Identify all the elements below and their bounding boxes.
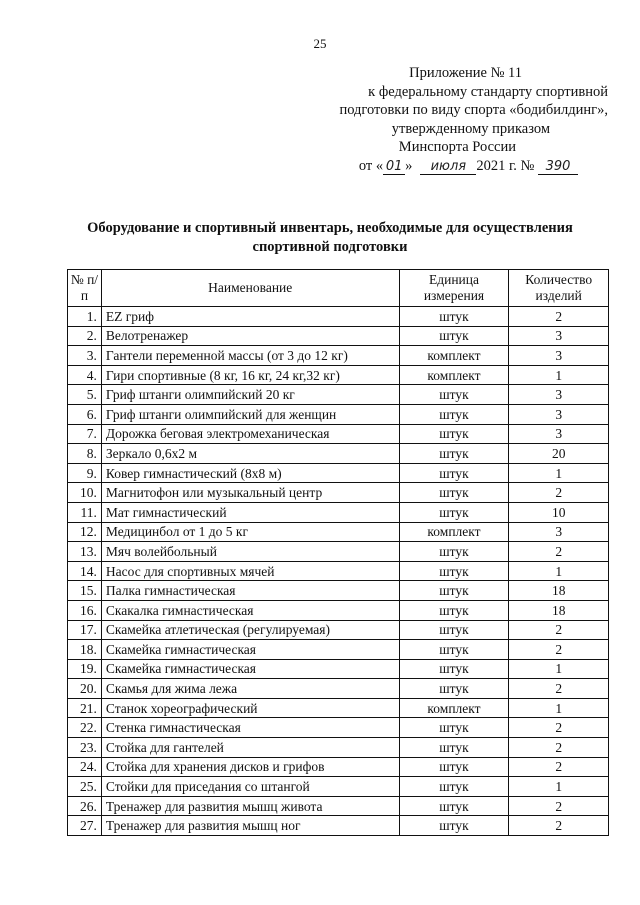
cell-name: Скамейка атлетическая (регулируемая) bbox=[101, 620, 399, 640]
cell-qty: 2 bbox=[509, 542, 609, 562]
cell-unit: штук bbox=[399, 796, 509, 816]
cell-unit: комплект bbox=[399, 522, 509, 542]
table-row bbox=[68, 718, 609, 738]
date-year: 2021 г. № bbox=[476, 157, 535, 174]
cell-name: Гриф штанги олимпийский 20 кг bbox=[101, 385, 399, 405]
cell-num: 22. bbox=[68, 718, 102, 738]
cell-num: 20. bbox=[68, 679, 102, 699]
cell-unit: штук bbox=[399, 483, 509, 503]
cell-unit: штук bbox=[399, 463, 509, 483]
cell-name: Велотренажер bbox=[101, 326, 399, 346]
handwritten-order-number: 390 bbox=[538, 160, 578, 175]
cell-qty: 18 bbox=[509, 600, 609, 620]
table-row bbox=[68, 698, 609, 718]
table-row bbox=[68, 620, 609, 640]
table-row bbox=[68, 326, 609, 346]
cell-num: 7. bbox=[68, 424, 102, 444]
cell-name: Палка гимнастическая bbox=[101, 581, 399, 601]
cell-qty: 2 bbox=[509, 796, 609, 816]
annex-line-3: подготовки по виду спорта «бодибилдинг», bbox=[339, 102, 608, 118]
cell-name: Скамья для жима лежа bbox=[101, 679, 399, 699]
cell-qty: 3 bbox=[509, 385, 609, 405]
cell-name: Гантели переменной массы (от 3 до 12 кг) bbox=[101, 346, 399, 366]
cell-name: Мяч волейбольный bbox=[101, 542, 399, 562]
cell-unit: штук bbox=[399, 738, 509, 758]
table-header-row bbox=[68, 270, 609, 307]
cell-unit: штук bbox=[399, 816, 509, 836]
cell-unit: штук bbox=[399, 444, 509, 464]
cell-unit: штук bbox=[399, 600, 509, 620]
cell-num: 13. bbox=[68, 542, 102, 562]
table-row bbox=[68, 444, 609, 464]
cell-qty: 2 bbox=[509, 718, 609, 738]
table-row bbox=[68, 679, 609, 699]
cell-name: Стойка для хранения дисков и грифов bbox=[101, 757, 399, 777]
header-unit: Единица измерения bbox=[399, 270, 509, 307]
cell-qty: 20 bbox=[509, 444, 609, 464]
cell-name: Стойка для гантелей bbox=[101, 738, 399, 758]
table-row bbox=[68, 640, 609, 660]
annex-title: Приложение № 11 bbox=[409, 65, 522, 81]
table-row bbox=[68, 542, 609, 562]
cell-unit: комплект bbox=[399, 346, 509, 366]
date-prefix: от « bbox=[358, 157, 384, 174]
table-row bbox=[68, 346, 609, 366]
cell-unit: штук bbox=[399, 385, 509, 405]
cell-name: Дорожка беговая электромеханическая bbox=[101, 424, 399, 444]
cell-qty: 3 bbox=[509, 346, 609, 366]
table-row bbox=[68, 424, 609, 444]
cell-unit: комплект bbox=[399, 698, 509, 718]
cell-qty: 2 bbox=[509, 640, 609, 660]
cell-unit: штук bbox=[399, 542, 509, 562]
cell-unit: штук bbox=[399, 757, 509, 777]
cell-num: 2. bbox=[68, 326, 102, 346]
header-num: № п/п bbox=[68, 270, 102, 307]
handwritten-month: июля bbox=[420, 160, 476, 175]
cell-num: 11. bbox=[68, 502, 102, 522]
cell-name: Насос для спортивных мячей bbox=[101, 561, 399, 581]
cell-qty: 3 bbox=[509, 522, 609, 542]
cell-num: 5. bbox=[68, 385, 102, 405]
cell-num: 24. bbox=[68, 757, 102, 777]
cell-qty: 2 bbox=[509, 757, 609, 777]
cell-unit: штук bbox=[399, 679, 509, 699]
table-row bbox=[68, 757, 609, 777]
table-row bbox=[68, 816, 609, 836]
annex-date-line bbox=[308, 157, 608, 176]
document-title: Оборудование и спортивный инвентарь, необходимые для осуществления спортивной подготовки bbox=[87, 220, 573, 255]
cell-qty: 2 bbox=[509, 738, 609, 758]
handwritten-day: 01 bbox=[383, 160, 405, 175]
table-row bbox=[68, 385, 609, 405]
table-row bbox=[68, 600, 609, 620]
table-row bbox=[68, 483, 609, 503]
cell-qty: 2 bbox=[509, 679, 609, 699]
cell-qty: 2 bbox=[509, 483, 609, 503]
cell-qty: 1 bbox=[509, 463, 609, 483]
cell-name: Мат гимнастический bbox=[101, 502, 399, 522]
table-row bbox=[68, 659, 609, 679]
cell-num: 17. bbox=[68, 620, 102, 640]
cell-name: Стенка гимнастическая bbox=[101, 718, 399, 738]
cell-name: Скамейка гимнастическая bbox=[101, 640, 399, 660]
cell-unit: штук bbox=[399, 404, 509, 424]
cell-num: 25. bbox=[68, 777, 102, 797]
cell-unit: штук bbox=[399, 424, 509, 444]
cell-num: 12. bbox=[68, 522, 102, 542]
annex-line-2: к федеральному стандарту спортивной bbox=[368, 83, 608, 100]
cell-num: 3. bbox=[68, 346, 102, 366]
cell-qty: 1 bbox=[509, 365, 609, 385]
table-row bbox=[68, 796, 609, 816]
table-row bbox=[68, 404, 609, 424]
table-row bbox=[68, 463, 609, 483]
cell-unit: штук bbox=[399, 640, 509, 660]
cell-num: 14. bbox=[68, 561, 102, 581]
table-row bbox=[68, 561, 609, 581]
cell-num: 18. bbox=[68, 640, 102, 660]
cell-qty: 1 bbox=[509, 659, 609, 679]
cell-name: EZ гриф bbox=[101, 307, 399, 327]
inventory-table bbox=[67, 269, 609, 836]
cell-unit: штук bbox=[399, 777, 509, 797]
table-row bbox=[68, 502, 609, 522]
header-qty: Количество изделий bbox=[509, 270, 609, 307]
cell-name: Стойки для приседания со штангой bbox=[101, 777, 399, 797]
cell-name: Медицинбол от 1 до 5 кг bbox=[101, 522, 399, 542]
header-name: Наименование bbox=[101, 270, 399, 307]
cell-qty: 3 bbox=[509, 326, 609, 346]
cell-name: Тренажер для развития мышц ног bbox=[101, 816, 399, 836]
cell-qty: 1 bbox=[509, 777, 609, 797]
cell-qty: 1 bbox=[509, 698, 609, 718]
cell-num: 23. bbox=[68, 738, 102, 758]
annex-header bbox=[308, 64, 608, 175]
cell-num: 21. bbox=[68, 698, 102, 718]
table-row bbox=[68, 777, 609, 797]
cell-unit: штук bbox=[399, 326, 509, 346]
cell-num: 15. bbox=[68, 581, 102, 601]
cell-name: Зеркало 0,6х2 м bbox=[101, 444, 399, 464]
cell-qty: 1 bbox=[509, 561, 609, 581]
cell-unit: штук bbox=[399, 620, 509, 640]
cell-qty: 2 bbox=[509, 816, 609, 836]
cell-num: 19. bbox=[68, 659, 102, 679]
cell-name: Тренажер для развития мышц живота bbox=[101, 796, 399, 816]
cell-num: 8. bbox=[68, 444, 102, 464]
cell-unit: штук bbox=[399, 581, 509, 601]
cell-qty: 3 bbox=[509, 424, 609, 444]
cell-unit: штук bbox=[399, 307, 509, 327]
cell-name: Ковер гимнастический (8х8 м) bbox=[101, 463, 399, 483]
table-row bbox=[68, 738, 609, 758]
cell-unit: комплект bbox=[399, 365, 509, 385]
cell-num: 6. bbox=[68, 404, 102, 424]
table-row bbox=[68, 522, 609, 542]
cell-qty: 2 bbox=[509, 307, 609, 327]
cell-num: 9. bbox=[68, 463, 102, 483]
cell-name: Гриф штанги олимпийский для женщин bbox=[101, 404, 399, 424]
cell-qty: 2 bbox=[509, 620, 609, 640]
cell-unit: штук bbox=[399, 718, 509, 738]
cell-name: Станок хореографический bbox=[101, 698, 399, 718]
cell-unit: штук bbox=[399, 502, 509, 522]
annex-line-4: утвержденному приказом bbox=[391, 120, 550, 137]
cell-num: 1. bbox=[68, 307, 102, 327]
cell-name: Скамейка гимнастическая bbox=[101, 659, 399, 679]
cell-unit: штук bbox=[399, 561, 509, 581]
page-number: 25 bbox=[313, 36, 327, 51]
cell-num: 27. bbox=[68, 816, 102, 836]
cell-num: 26. bbox=[68, 796, 102, 816]
cell-qty: 10 bbox=[509, 502, 609, 522]
cell-name: Магнитофон или музыкальный центр bbox=[101, 483, 399, 503]
cell-name: Гири спортивные (8 кг, 16 кг, 24 кг,32 кг) bbox=[101, 365, 399, 385]
cell-num: 10. bbox=[68, 483, 102, 503]
table-row bbox=[68, 307, 609, 327]
cell-qty: 3 bbox=[509, 404, 609, 424]
annex-line-5: Минспорта России bbox=[398, 139, 516, 155]
table-row bbox=[68, 365, 609, 385]
cell-unit: штук bbox=[399, 659, 509, 679]
cell-num: 16. bbox=[68, 600, 102, 620]
cell-name: Скакалка гимнастическая bbox=[101, 600, 399, 620]
cell-num: 4. bbox=[68, 365, 102, 385]
table-row bbox=[68, 581, 609, 601]
date-mid: » bbox=[405, 157, 413, 174]
cell-qty: 18 bbox=[509, 581, 609, 601]
